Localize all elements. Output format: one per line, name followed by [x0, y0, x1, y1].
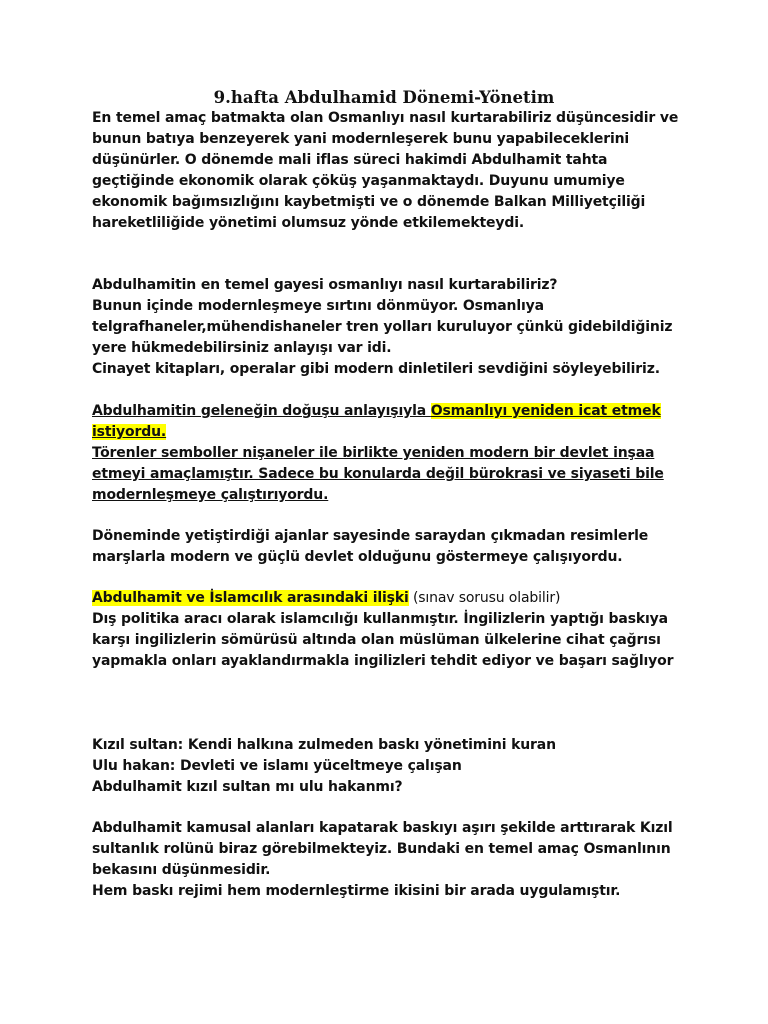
p7-line-2: sultanlık rolünü biraz görebilmekteyiz. Bundaki en temel amaç Osmanlının — [92, 841, 671, 857]
p1-line-3: düşünürler. O dönemde mali iflas süreci hakimdi Abdulhamit tahta — [92, 152, 608, 168]
p3-lead: Abdulhamitin geleneğin doğuşu anlayışıyla — [92, 403, 431, 419]
p1-line-1: En temel amaç batmakta olan Osmanlıyı nasıl kurtarabiliriz düşüncesidir ve — [92, 110, 679, 126]
p3-line-1 — [92, 401, 661, 421]
p4-line-2: marşlarla modern ve güçlü devlet olduğunu göstermeye çalışıyordu. — [92, 549, 623, 565]
p2-line-4: yere hükmedebilirsiniz anlayışı var idi. — [92, 340, 392, 356]
p3-line-2 — [92, 422, 166, 442]
p1-line-4: geçtiğinde ekonomik olarak çöküş yaşanmaktaydı. Duyunu umumiye — [92, 173, 625, 189]
p5-line-1 — [92, 588, 560, 608]
p6-line-1: Kızıl sultan: Kendi halkına zulmeden baskı yönetimini kuran — [92, 737, 556, 753]
p7-line-1: Abdulhamit kamusal alanları kapatarak baskıyı aşırı şekilde arttırarak Kızıl — [92, 820, 673, 836]
p5-exam-note: (sınav sorusu olabilir) — [408, 590, 561, 606]
p1-line-6: hareketliliğide yönetimi olumsuz yönde etkilemekteydi. — [92, 215, 525, 231]
p5-line-4: yapmakla onları ayaklandırmakla ingilizleri tehdit ediyor ve başarı sağlıyor — [92, 653, 674, 669]
p5-line-2: Dış politika aracı olarak islamcılığı kullanmıştır. İngilizlerin yaptığı baskıya — [92, 611, 668, 627]
p3-line-4: etmeyi amaçlamıştır. Sadece bu konularda değil bürokrasi ve siyaseti bile — [92, 466, 664, 482]
p1-line-2: bunun batıya benzeyerek yani modernleşerek bunu yapabileceklerini — [92, 131, 630, 147]
p2-line-3: telgrafhaneler,mühendishaneler tren yolları kuruluyor çünkü gidebildiğiniz — [92, 319, 673, 335]
p3-highlight-2: istiyordu. — [92, 424, 167, 440]
p2-line-5: Cinayet kitapları, operalar gibi modern dinletileri sevdiğini söyleyebiliriz. — [92, 361, 660, 377]
p5-line-3: karşı ingilizlerin sömürüsü altında olan müslüman ülkelerine cihat çağrısı — [92, 632, 661, 648]
p2-line-1: Abdulhamitin en temel gayesi osmanlıyı nasıl kurtarabiliriz? — [92, 277, 558, 293]
p4-line-1: Döneminde yetiştirdiği ajanlar sayesinde saraydan çıkmadan resimlerle — [92, 528, 649, 544]
p7-line-4: Hem baskı rejimi hem modernleştirme ikisini bir arada uygulamıştır. — [92, 883, 621, 899]
p1-line-5: ekonomik bağımsızlığını kaybetmişti ve o dönemde Balkan Milliyetçiliği — [92, 194, 646, 210]
p7-line-3: bekasını düşünmesidir. — [92, 862, 271, 878]
p6-line-3: Abdulhamit kızıl sultan mı ulu hakanmı? — [92, 779, 403, 795]
p3-line-5: modernleşmeye çalıştırıyordu. — [92, 487, 329, 503]
p2-line-2: Bunun içinde modernleşmeye sırtını dönmüyor. Osmanlıya — [92, 298, 544, 314]
p3-highlight-1: Osmanlıyı yeniden icat etmek — [430, 403, 661, 419]
p3-line-3: Törenler semboller nişaneler ile birlikte yeniden modern bir devlet inşaa — [92, 445, 655, 461]
p5-highlight: Abdulhamit ve İslamcılık arasındaki ilişki — [92, 590, 409, 606]
page-title: 9.hafta Abdulhamid Dönemi-Yönetim — [213, 88, 555, 107]
p6-line-2: Ulu hakan: Devleti ve islamı yüceltmeye çalışan — [92, 758, 462, 774]
